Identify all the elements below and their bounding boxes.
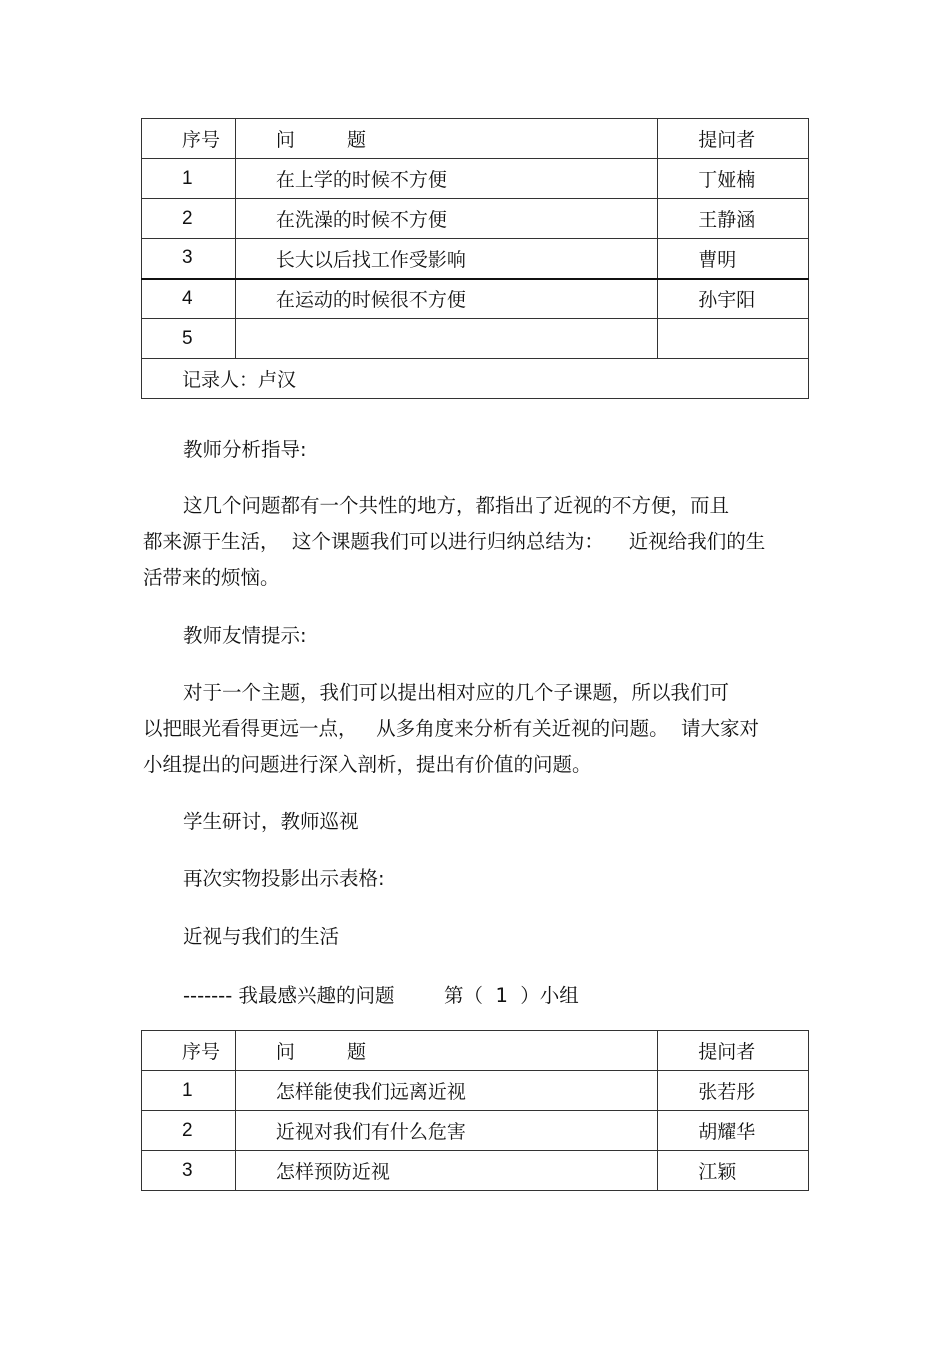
- table-row: [142, 239, 809, 279]
- row-question: 在洗澡的时候不方便: [235, 199, 657, 239]
- section2-line1-text: 对于一个主题，我们可以提出相对应的几个子课题，所以我们可: [183, 681, 730, 704]
- row-no: 5: [142, 319, 236, 359]
- projection-line: 再次实物投影出示表格:: [183, 867, 385, 890]
- row-no: 1: [142, 1071, 236, 1111]
- row-question: 怎样能使我们远离近视: [235, 1071, 657, 1111]
- row-no: 3: [142, 1151, 236, 1191]
- research-line: 学生研讨，教师巡视: [183, 810, 359, 833]
- recorder-row: [142, 359, 809, 399]
- question-table-2: [141, 1030, 809, 1191]
- header-no: 序号: [142, 1031, 236, 1071]
- table-header-row: [142, 1031, 809, 1071]
- table-row: [142, 1151, 809, 1191]
- row-asker: 江颖: [658, 1151, 809, 1191]
- section2-paragraph: [143, 675, 808, 783]
- row-question: 长大以后找工作受影响: [235, 239, 657, 279]
- row-question: 在运动的时候很不方便: [235, 279, 657, 319]
- section1-heading: 教师分析指导:: [183, 438, 307, 461]
- section1-line2: 都来源于生活， 这个课题我们可以进行归纳总结为： 近视给我们的生: [143, 530, 766, 553]
- header-question: [235, 1031, 657, 1071]
- section2-line1: [143, 675, 808, 711]
- section2-line2: 以把眼光看得更远一点， 从多角度来分析有关近视的问题。 请大家对: [143, 717, 759, 740]
- group-line: ------- 我最感兴趣的问题 第（ 1 ）小组: [183, 984, 579, 1007]
- table-row: [142, 159, 809, 199]
- header-asker: 提问者: [658, 119, 809, 159]
- recorder-cell: 记录人：卢汉: [142, 359, 809, 399]
- row-asker: 曹明: [658, 239, 809, 279]
- table-row: [142, 199, 809, 239]
- row-no: 1: [142, 159, 236, 199]
- row-question: 在上学的时候不方便: [235, 159, 657, 199]
- question-table-1: [141, 118, 809, 399]
- row-no: 2: [142, 1111, 236, 1151]
- row-no: 2: [142, 199, 236, 239]
- table-row: [142, 279, 809, 319]
- row-question: [235, 319, 657, 359]
- row-no: 3: [142, 239, 236, 279]
- section1-paragraph: [143, 488, 808, 596]
- row-asker: 胡耀华: [658, 1111, 809, 1151]
- header-question-part1: 问: [275, 1041, 295, 1063]
- header-question: [235, 119, 657, 159]
- header-asker: 提问者: [658, 1031, 809, 1071]
- row-question: 近视对我们有什么危害: [235, 1111, 657, 1151]
- section1-line3: 活带来的烦恼。: [143, 566, 280, 589]
- section1-line1: [143, 488, 808, 524]
- header-no: 序号: [142, 119, 236, 159]
- header-question-part1: 问: [275, 129, 295, 151]
- header-question-part2: 题: [346, 129, 366, 151]
- row-asker: 丁娅楠: [658, 159, 809, 199]
- table-header-row: [142, 119, 809, 159]
- row-asker: 孙宇阳: [658, 279, 809, 319]
- table-row: [142, 319, 809, 359]
- table-row: [142, 1111, 809, 1151]
- row-asker: 王静涵: [658, 199, 809, 239]
- table-row: [142, 1071, 809, 1111]
- row-asker: 张若彤: [658, 1071, 809, 1111]
- row-question: 怎样预防近视: [235, 1151, 657, 1191]
- section2-heading: 教师友情提示:: [183, 624, 307, 647]
- row-no: 4: [142, 279, 236, 319]
- section1-line1-text: 这几个问题都有一个共性的地方，都指出了近视的不方便，而且: [183, 494, 730, 517]
- row-asker: [658, 319, 809, 359]
- header-question-part2: 题: [346, 1041, 366, 1063]
- section2-line3: 小组提出的问题进行深入剖析，提出有价值的问题。: [143, 753, 592, 776]
- topic-title: 近视与我们的生活: [183, 925, 340, 948]
